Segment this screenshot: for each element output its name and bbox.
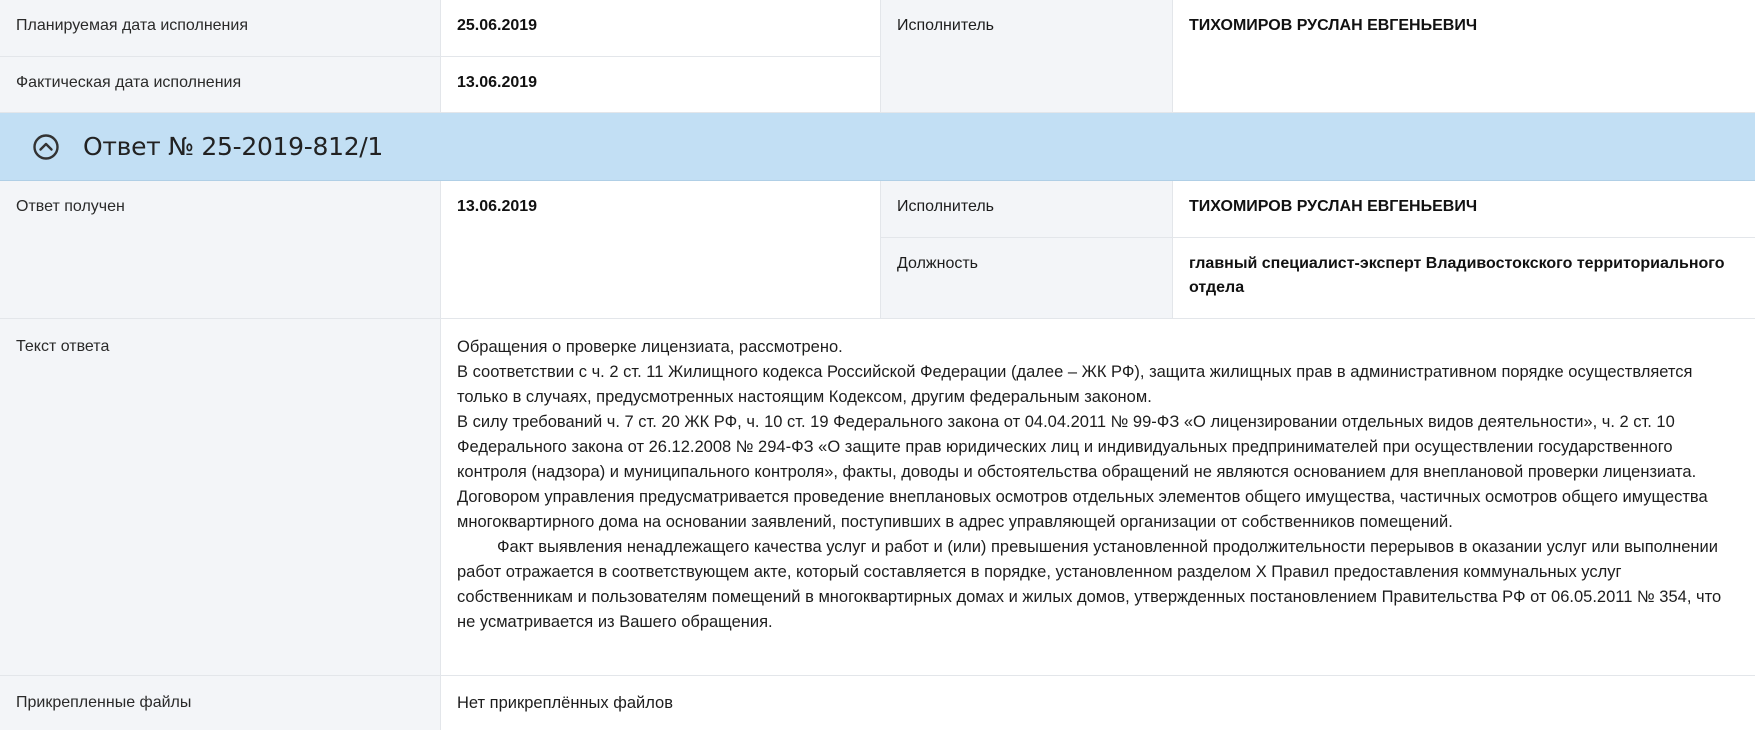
answer-position-value: главный специалист-эксперт Владивостокского территориального отдела: [1172, 238, 1755, 318]
answer-text-paragraph: Договором управления предусматривается проведение внеплановых осмотров отдельных элементов общего имущества, частичных осмотров общего имущества многоквартирного дома на основании заявлений, поступивших в адрес управляющей организации от собственников помещений.: [457, 488, 1708, 531]
answer-section-header[interactable]: [0, 113, 1755, 181]
attached-files-value: Нет прикреплённых файлов: [440, 676, 1755, 730]
answer-position-label: Должность: [880, 238, 1172, 318]
answer-section-title: Ответ № 25-2019-812/1: [83, 132, 384, 161]
answer-text-paragraph: Обращения о проверке лицензиата, рассмотрено.: [457, 338, 843, 356]
answer-text-paragraph: Факт выявления ненадлежащего качества услуг и работ и (или) превышения установленной продолжительности перерывов в оказании услуг или выполнении работ отражается в соответствующем акте, который составляется в порядке, установленном разделом X Правил предоставления коммунальных услуг собственникам и пользователям помещений в многоквартирных домах и жилых домов, утвержденных постановлением Правительства РФ от 06.05.2011 № 354, что не усматривается из Вашего обращения.: [457, 538, 1722, 631]
answer-text-paragraph: В силу требований ч. 7 ст. 20 ЖК РФ, ч. 10 ст. 19 Федерального закона от 04.04.2011 № 99-ФЗ «О лицензировании отдельных видов деятельности», ч. 2 ст. 10 Федерального закона от 26.12.2008 № 294-ФЗ «О защите прав юридических лиц и индивидуальных предпринимателей при осуществлении государственного контроля (надзора) и муниципального контроля», факты, доводы и обстоятельства обращений не являются основанием для внеплановой проверки лицензиата.: [457, 413, 1697, 481]
answer-executor-value: ТИХОМИРОВ РУСЛАН ЕВГЕНЬЕВИЧ: [1172, 181, 1755, 237]
request-executor-value: ТИХОМИРОВ РУСЛАН ЕВГЕНЬЕВИЧ: [1172, 0, 1755, 112]
actual-date-row: [0, 57, 880, 113]
planned-date-row: [0, 0, 880, 57]
actual-date-value: 13.06.2019: [440, 57, 880, 113]
attached-files-label: Прикрепленные файлы: [0, 676, 440, 730]
answer-text-body: [440, 319, 1755, 675]
planned-date-label: Планируемая дата исполнения: [0, 0, 440, 56]
planned-date-value: 25.06.2019: [440, 0, 880, 56]
actual-date-label: Фактическая дата исполнения: [0, 57, 440, 113]
attached-files-row: [0, 676, 1755, 730]
answer-text-block: [0, 319, 1755, 676]
answer-received-label: Ответ получен: [0, 181, 440, 318]
chevron-up-circle-icon[interactable]: [33, 134, 59, 160]
answer-executor-label: Исполнитель: [880, 181, 1172, 237]
request-dates-block: [0, 0, 1755, 113]
request-executor-label: Исполнитель: [880, 0, 1172, 112]
answer-info-block: [0, 181, 1755, 319]
answer-text-paragraph: В соответствии с ч. 2 ст. 11 Жилищного кодекса Российской Федерации (далее – ЖК РФ), защита жилищных прав в административном порядке осуществляется только в случаях, предусмотренных настоящим Кодексом, другим федеральным законом.: [457, 363, 1693, 406]
answer-text-label: Текст ответа: [0, 319, 440, 675]
answer-position-row: [880, 238, 1755, 318]
answer-executor-row: [880, 181, 1755, 238]
answer-received-date: 13.06.2019: [440, 181, 880, 318]
